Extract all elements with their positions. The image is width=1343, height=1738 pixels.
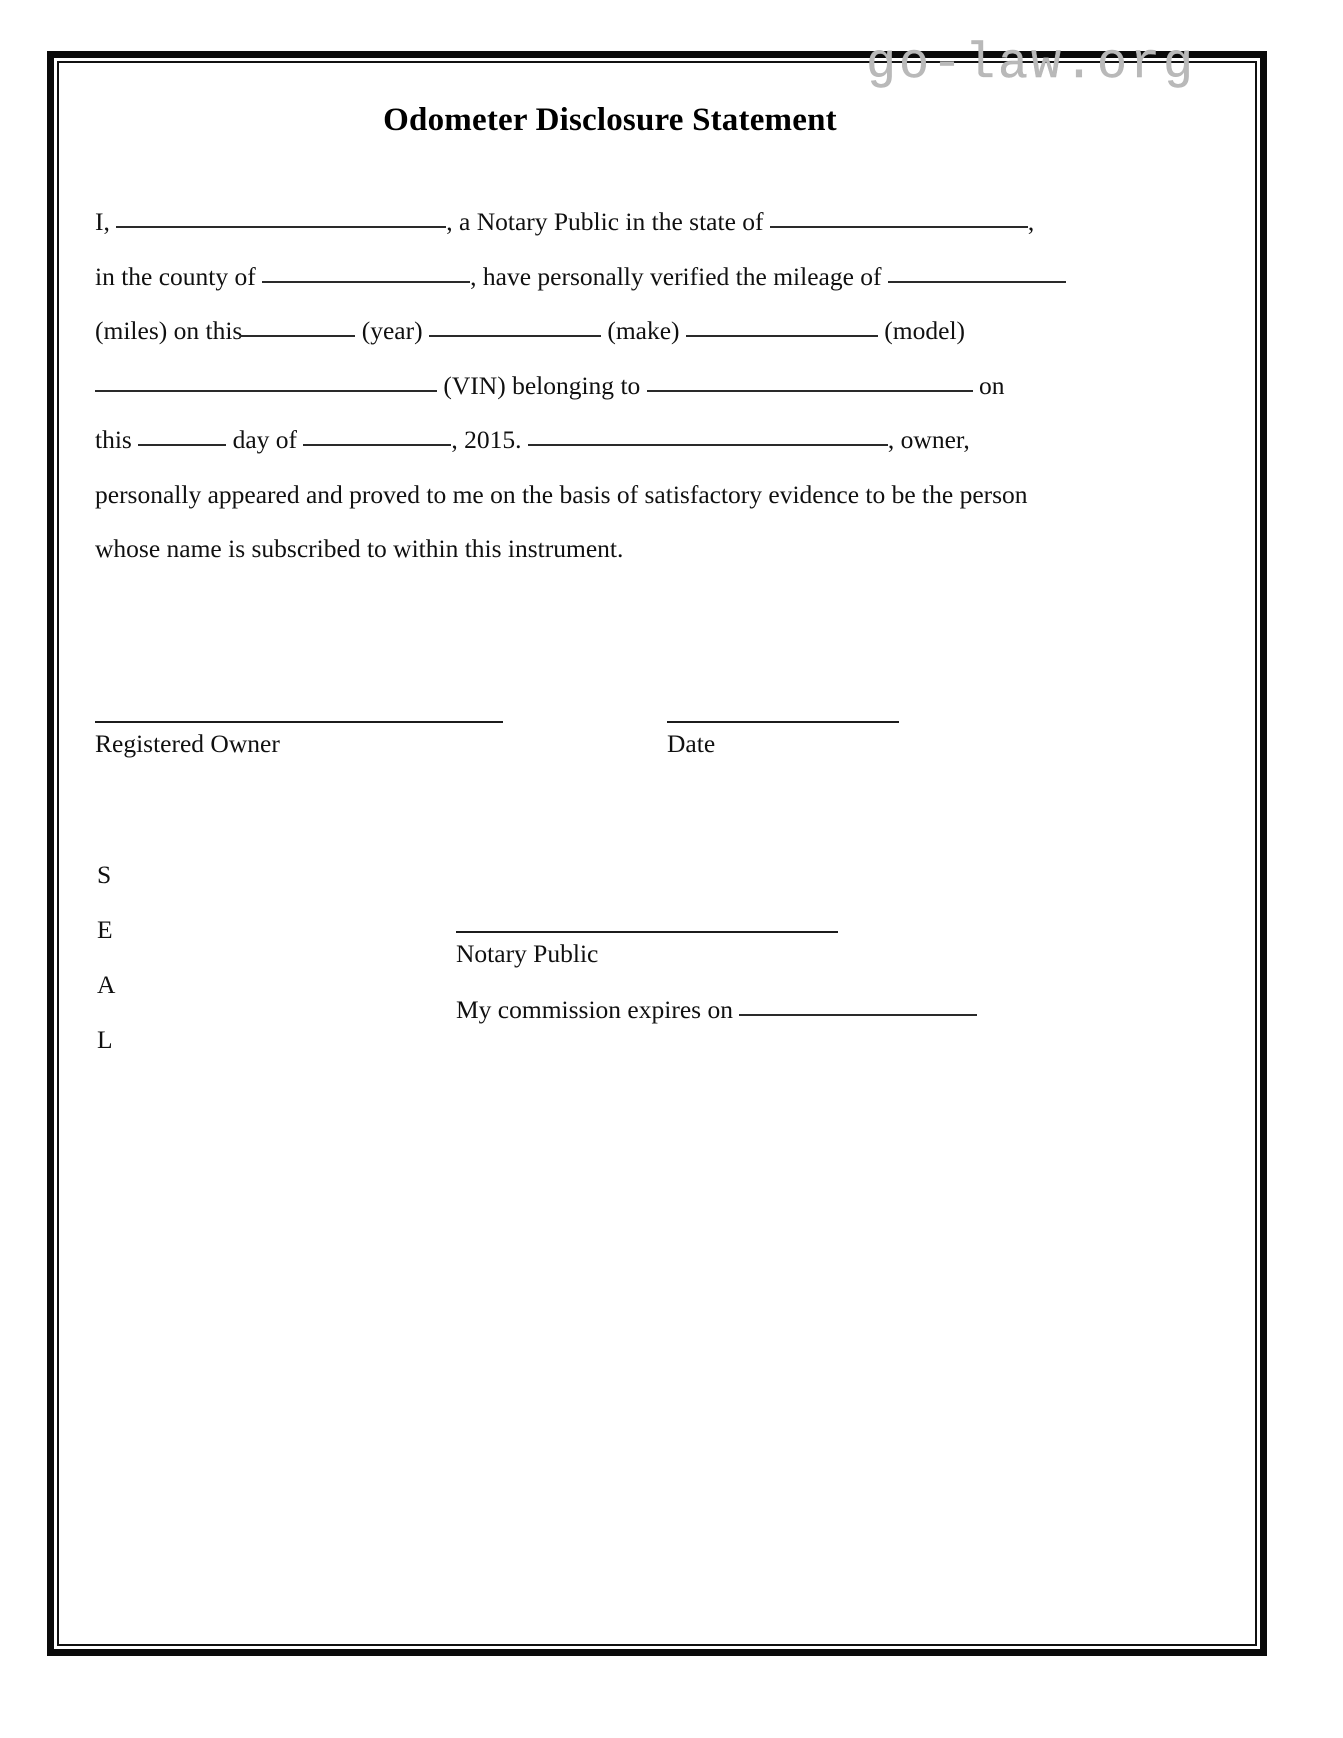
seal-letter-e: E bbox=[97, 914, 113, 944]
notary-public-signature-line[interactable] bbox=[456, 931, 838, 933]
model-label: (model) bbox=[884, 316, 966, 345]
this-blank[interactable] bbox=[240, 315, 355, 337]
commission-expiry-label: My commission expires on bbox=[456, 994, 733, 1024]
owner-name-blank[interactable] bbox=[528, 424, 888, 446]
seal-and-notary-section bbox=[95, 847, 1125, 1097]
line4-on: on bbox=[979, 370, 1005, 400]
document-content bbox=[95, 60, 1125, 1097]
state-blank[interactable] bbox=[770, 206, 1028, 228]
signature-section bbox=[95, 673, 1125, 793]
vin-blank[interactable] bbox=[95, 370, 437, 392]
site-watermark: go-law.org bbox=[866, 36, 1197, 93]
line5-day: day bbox=[232, 425, 270, 454]
seal-letter-l: L bbox=[97, 1024, 113, 1054]
notary-name-blank[interactable] bbox=[116, 206, 446, 228]
registered-owner-label: Registered Owner bbox=[95, 728, 280, 758]
line2-prefix: in the county of bbox=[95, 261, 256, 291]
commission-expiry-row bbox=[456, 994, 977, 1025]
belonging-to-blank[interactable] bbox=[647, 370, 973, 392]
line5-year: , 2015. bbox=[451, 425, 522, 454]
line5-owner: , owner, bbox=[887, 425, 970, 454]
page-title: Odometer Disclosure Statement bbox=[383, 102, 837, 138]
seal-letter-a: A bbox=[97, 969, 116, 999]
miles-label: (miles) bbox=[95, 316, 168, 345]
body-line-7: whose name is subscribed to within this instrument. bbox=[95, 534, 624, 563]
body-line-3 bbox=[95, 304, 1125, 359]
line1-middle: , a Notary Public in the state of bbox=[446, 207, 764, 236]
line1-suffix: , bbox=[1027, 207, 1035, 236]
body-line-4 bbox=[95, 359, 1125, 414]
make-blank[interactable] bbox=[686, 315, 878, 337]
seal-letter-s: S bbox=[97, 859, 112, 889]
day-blank[interactable] bbox=[138, 424, 226, 446]
make-label: (make) bbox=[607, 316, 680, 345]
date-label: Date bbox=[667, 728, 716, 758]
mileage-blank[interactable] bbox=[888, 261, 1066, 283]
month-blank[interactable] bbox=[303, 424, 451, 446]
seal-letters-column bbox=[97, 847, 137, 1067]
year-blank[interactable] bbox=[429, 315, 601, 337]
vin-label: (VIN) bbox=[443, 370, 506, 400]
line5-this: this bbox=[95, 425, 132, 454]
line3-on: on bbox=[173, 316, 200, 345]
body-line-1 bbox=[95, 195, 1125, 250]
body-line-2 bbox=[95, 250, 1125, 305]
statement-body bbox=[95, 195, 1125, 577]
line4-belonging: belonging bbox=[512, 370, 615, 400]
body-line-5 bbox=[95, 413, 1125, 468]
line4-to: to bbox=[620, 370, 641, 400]
year-label: (year) bbox=[361, 316, 423, 345]
line2-middle: , have personally verified the mileage of bbox=[470, 261, 882, 291]
line5-of: of bbox=[275, 425, 298, 454]
date-signature-line[interactable] bbox=[667, 721, 899, 723]
registered-owner-signature-line[interactable] bbox=[95, 721, 503, 723]
commission-expiry-blank[interactable] bbox=[739, 994, 977, 1016]
line1-prefix: I, bbox=[95, 207, 110, 236]
county-blank[interactable] bbox=[262, 261, 470, 283]
body-line-6: personally appeared and proved to me on the basis of satisfactory evidence to be the person bbox=[95, 479, 1028, 509]
line3-this: this bbox=[205, 316, 243, 345]
notary-public-label: Notary Public bbox=[456, 938, 599, 968]
